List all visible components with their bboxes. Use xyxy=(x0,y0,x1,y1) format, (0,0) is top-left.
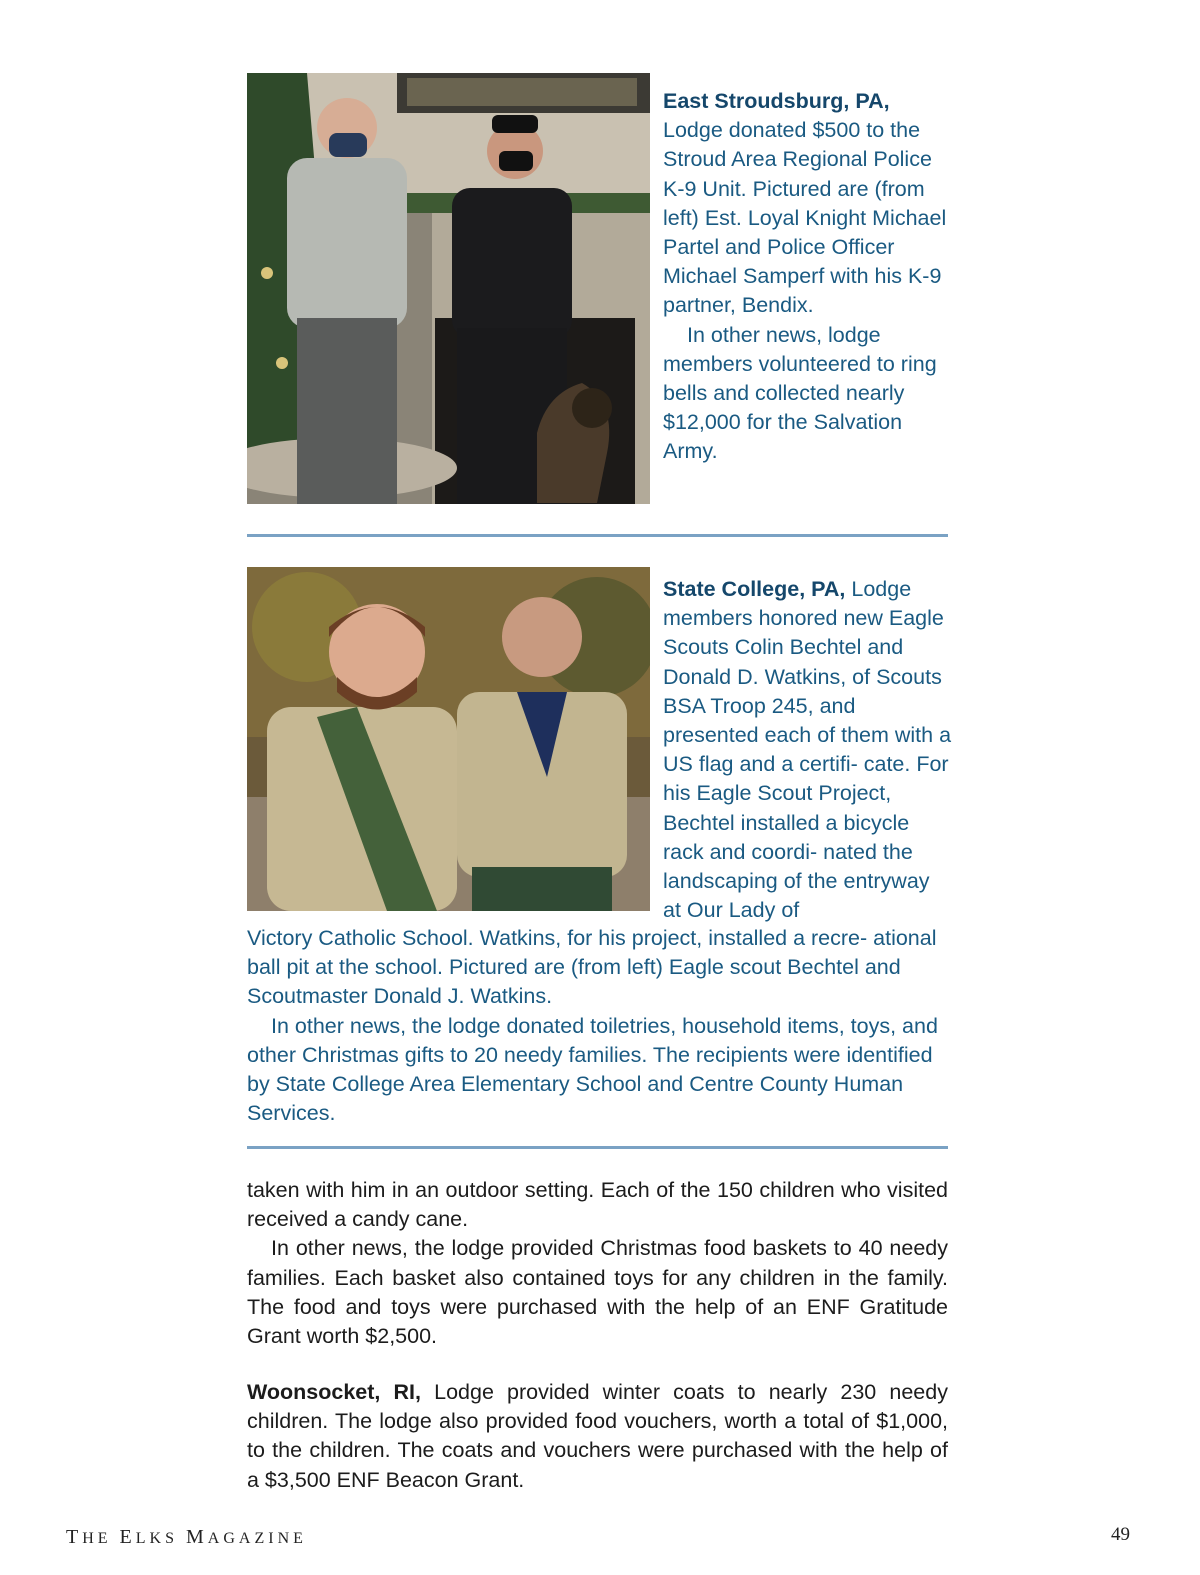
story-heading: State College, PA, xyxy=(663,577,846,601)
photo-police-k9 xyxy=(247,73,650,504)
story-woonsocket xyxy=(247,1378,948,1495)
photo-eagle-scouts xyxy=(247,567,650,911)
article-body: taken with him in an outdoor setting. Each of the 150 children who visited received a candy cane. xyxy=(247,1178,948,1232)
story-body: Lodge provided winter coats to nearly 230 needy children. The lodge also provided food vouchers, worth a total of $1,000, to the children. The coats and vouchers were purchased with the help of a $3,500 ENF Beacon Grant. xyxy=(247,1380,948,1492)
story-body: Lodge donated $500 to the Stroud Area Regional Police K-9 Unit. Pictured are (from left) Est. Loyal Knight Michael Partel and Police Officer Michael Samperf with his K-9 partner, Bendix. xyxy=(663,118,947,318)
article-body-2: In other news, the lodge provided Christmas food baskets to 40 needy families. Each basket also contained toys for any children in the family. The food and toys were purchased with the help of an ENF Gratitude Grant worth $2,500. xyxy=(247,1236,948,1349)
story-body: Lodge members honored new Eagle Scouts Colin Bechtel and Donald D. Watkins, of Scouts BSA Troop 245, and presented each of them with a US flag and a certifi- cate. For his Eagle Scout Project, Bechtel installed a bicycle rack and coordi- nated the landscaping of the entryway at Our Lady of xyxy=(663,577,952,923)
divider-rule xyxy=(247,534,948,537)
continued-article xyxy=(247,1176,948,1351)
story-body-continued: Victory Catholic School. Watkins, for his project, installed a recre- ational ball pit at the school. Pictured are (from left) Eagle scout Bechtel and Scoutmaster Donald J. Watkins. xyxy=(247,926,937,1009)
story-east-stroudsburg xyxy=(663,87,953,467)
divider-rule xyxy=(247,1146,948,1149)
story-heading: Woonsocket, RI, xyxy=(247,1380,421,1404)
page-number: 49 xyxy=(1111,1524,1130,1545)
story-body-2: In other news, lodge members volunteered to ring bells and collected nearly $12,000 for the Salvation Army. xyxy=(663,322,937,464)
story-state-college-top xyxy=(663,575,953,925)
magazine-title: THE ELKS MAGAZINE xyxy=(66,1526,307,1548)
story-body-2: In other news, the lodge donated toiletries, household items, toys, and other Christmas gifts to 20 needy families. The recipients were identified by State College Area Elementary School and Centre County Human Services. xyxy=(247,1013,938,1126)
story-state-college-bottom xyxy=(247,924,947,1128)
story-heading: East Stroudsburg, PA, xyxy=(663,89,890,113)
